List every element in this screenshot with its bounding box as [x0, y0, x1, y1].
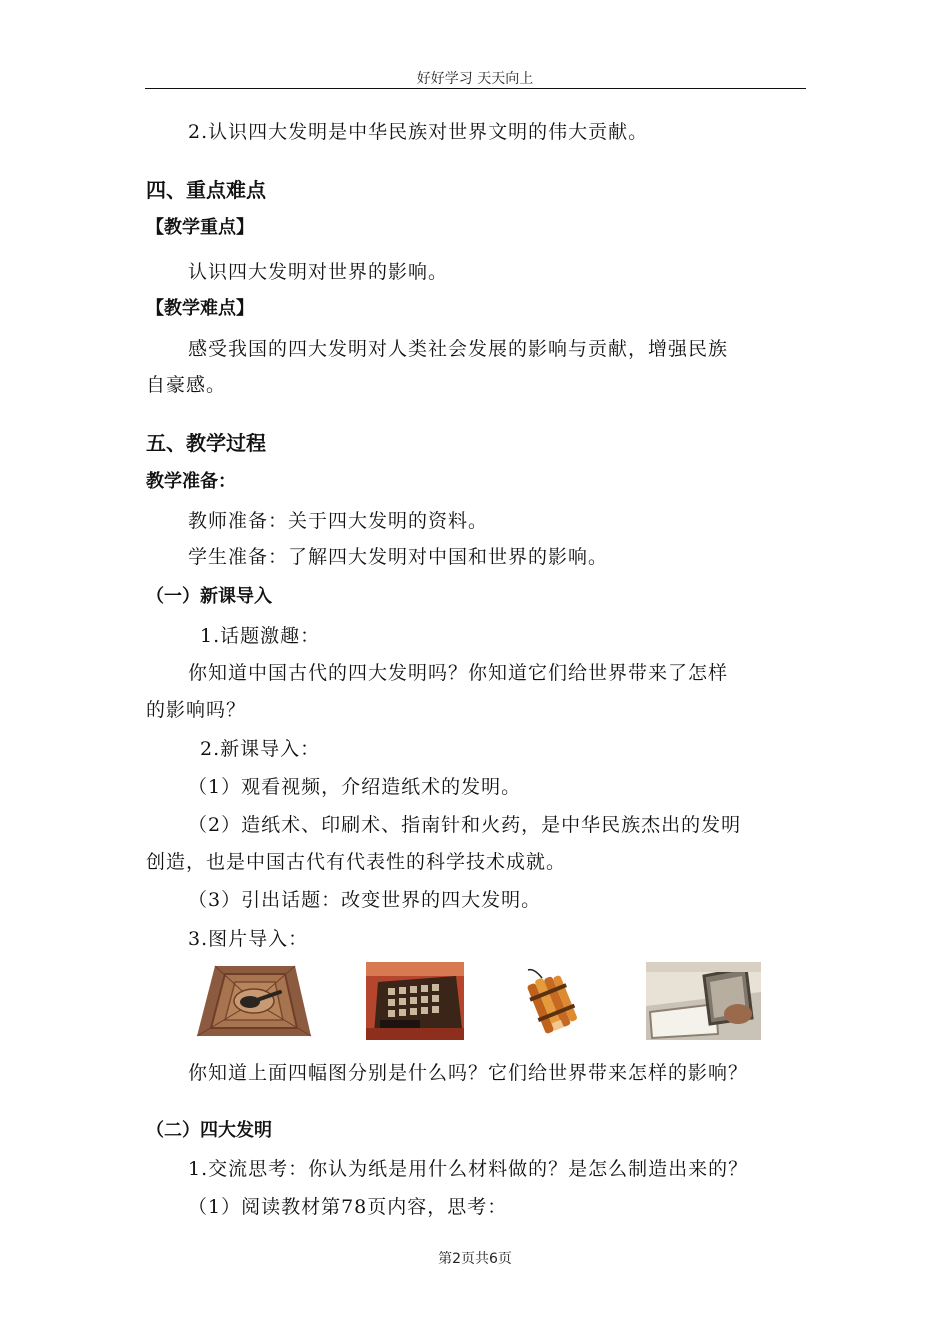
- gunpowder-image: [520, 962, 584, 1040]
- difficulty-text-line1: 感受我国的四大发明对人类社会发展的影响与贡献，增强民族: [188, 338, 729, 360]
- prep-label: 教学准备：: [146, 471, 236, 492]
- difficulty-text-line2: 自豪感。: [146, 374, 227, 396]
- picture-label: 3.图片导入：: [188, 928, 309, 950]
- topic-label: 1.话题激趣：: [200, 625, 321, 647]
- printing-image: [366, 962, 464, 1040]
- difficulty-label: 【教学难点】: [146, 298, 254, 319]
- picture-question: 你知道上面四幅图分别是什么吗？它们给世界带来怎样的影响？: [188, 1062, 749, 1084]
- page-number: 第2页共6页: [438, 1251, 512, 1267]
- topic-question-line1: 你知道中国古代的四大发明吗？你知道它们给世界带来了怎样: [188, 662, 729, 684]
- header-rule: [145, 88, 806, 89]
- intro-item-2-line1: （2）造纸术、印刷术、指南针和火药，是中华民族杰出的发明: [188, 814, 742, 836]
- teacher-prep: 教师准备：关于四大发明的资料。: [188, 510, 489, 532]
- section-4-title: 四、重点难点: [146, 178, 266, 202]
- section-5-title: 五、教学过程: [146, 431, 266, 455]
- topic-question-line2: 的影响吗？: [146, 699, 247, 721]
- intro-item-3: （3）引出话题：改变世界的四大发明。: [188, 889, 542, 911]
- discussion-subitem-1: （1）阅读教材第78页内容，思考：: [188, 1196, 508, 1218]
- papermaking-image: [646, 962, 761, 1040]
- discussion-question: 1.交流思考：你认为纸是用什么材料做的？是怎么制造出来的？: [188, 1158, 749, 1180]
- intro-label: 2.新课导入：: [200, 738, 321, 760]
- intro-item-2-line2: 创造，也是中国古代有代表性的科学技术成就。: [146, 851, 567, 873]
- part-1-title: （一）新课导入: [146, 586, 272, 607]
- key-point-label: 【教学重点】: [146, 217, 254, 238]
- compass-image: [195, 962, 312, 1040]
- key-point-text: 认识四大发明对世界的影响。: [188, 261, 449, 283]
- intro-item-1: （1）观看视频，介绍造纸术的发明。: [188, 776, 522, 798]
- page-header: 好好学习 天天向上: [416, 71, 534, 87]
- student-prep: 学生准备：了解四大发明对中国和世界的影响。: [188, 546, 609, 568]
- goal-2: 2.认识四大发明是中华民族对世界文明的伟大贡献。: [188, 121, 649, 143]
- part-2-title: （二）四大发明: [146, 1120, 272, 1141]
